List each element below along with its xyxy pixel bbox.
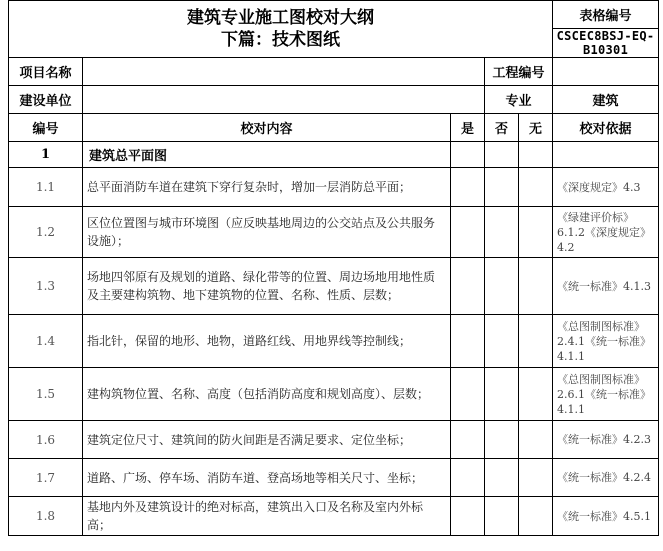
section-none-cell[interactable] <box>519 142 553 168</box>
row-content: 总平面消防车道在建筑下穿行复杂时，增加一层消防总平面； <box>83 168 451 207</box>
check-none-cell[interactable] <box>519 368 553 421</box>
row-basis: 《总图制图标准》2.6.1《统一标准》4.1.1 <box>553 368 659 421</box>
row-number: 1.2 <box>9 207 83 258</box>
table-row <box>9 315 659 368</box>
form-number-code: CSCEC8BSJ-EQ-B10301 <box>553 29 659 58</box>
section-no-cell[interactable] <box>485 142 519 168</box>
col-header-number: 编号 <box>9 114 83 142</box>
row-number: 1.7 <box>9 459 83 497</box>
row-content: 道路、广场、停车场、消防车道、登高场地等相关尺寸、坐标； <box>83 459 451 497</box>
row-content: 指北针，保留的地形、地物，道路红线、用地界线等控制线； <box>83 315 451 368</box>
checklist-sheet <box>8 0 658 551</box>
discipline-label: 专业 <box>485 86 553 114</box>
form-number-label: 表格编号 <box>553 1 659 29</box>
col-header-none: 无 <box>519 114 553 142</box>
section-basis-cell <box>553 142 659 168</box>
section-title: 建筑总平面图 <box>83 142 451 168</box>
check-none-cell[interactable] <box>519 421 553 459</box>
check-yes-cell[interactable] <box>451 497 485 536</box>
check-no-cell[interactable] <box>485 258 519 315</box>
table-row <box>9 168 659 207</box>
section-row <box>9 142 659 168</box>
check-yes-cell[interactable] <box>451 315 485 368</box>
table-row <box>9 421 659 459</box>
row-number: 1.3 <box>9 258 83 315</box>
row-content: 场地四邻原有及规划的道路、绿化带等的位置、周边场地用地性质及主要建构筑物、地下建筑物的位置、名称、性质、层数； <box>83 258 451 315</box>
project-number-label: 工程编号 <box>485 58 553 86</box>
row-number: 1.6 <box>9 421 83 459</box>
row-basis: 《统一标准》4.2.3 <box>553 421 659 459</box>
check-no-cell[interactable] <box>485 168 519 207</box>
title-row-1 <box>9 1 659 29</box>
table-row <box>9 368 659 421</box>
check-no-cell[interactable] <box>485 368 519 421</box>
builder-info-row <box>9 86 659 114</box>
project-name-value[interactable] <box>83 58 485 86</box>
section-yes-cell[interactable] <box>451 142 485 168</box>
project-name-label: 项目名称 <box>9 58 83 86</box>
row-basis: 《总图制图标准》2.4.1《统一标准》4.1.1 <box>553 315 659 368</box>
check-no-cell[interactable] <box>485 421 519 459</box>
check-yes-cell[interactable] <box>451 258 485 315</box>
col-header-basis: 校对依据 <box>553 114 659 142</box>
table-row <box>9 258 659 315</box>
project-number-value[interactable] <box>553 58 659 86</box>
table-row <box>9 497 659 536</box>
row-basis: 《统一标准》4.5.1 <box>553 497 659 536</box>
check-no-cell[interactable] <box>485 497 519 536</box>
check-yes-cell[interactable] <box>451 421 485 459</box>
document-title <box>9 1 553 58</box>
title-line-1: 建筑专业施工图校对大纲 <box>187 8 375 28</box>
check-yes-cell[interactable] <box>451 368 485 421</box>
col-header-yes: 是 <box>451 114 485 142</box>
check-none-cell[interactable] <box>519 497 553 536</box>
builder-value[interactable] <box>83 86 485 114</box>
section-number: 1 <box>9 142 83 168</box>
row-content: 建筑定位尺寸、建筑间的防火间距是否满足要求、定位坐标； <box>83 421 451 459</box>
row-number: 1.5 <box>9 368 83 421</box>
row-number: 1.4 <box>9 315 83 368</box>
title-line-2: 下篇：技术图纸 <box>221 30 341 50</box>
project-info-row <box>9 58 659 86</box>
column-header-row <box>9 114 659 142</box>
row-basis: 《绿建评价标》6.1.2《深度规定》4.2 <box>553 207 659 258</box>
col-header-no: 否 <box>485 114 519 142</box>
col-header-content: 校对内容 <box>83 114 451 142</box>
checklist-table <box>8 0 659 536</box>
check-none-cell[interactable] <box>519 207 553 258</box>
check-yes-cell[interactable] <box>451 459 485 497</box>
check-none-cell[interactable] <box>519 168 553 207</box>
check-no-cell[interactable] <box>485 315 519 368</box>
row-basis: 《统一标准》4.2.4 <box>553 459 659 497</box>
row-basis: 《统一标准》4.1.3 <box>553 258 659 315</box>
row-content: 区位位置图与城市环境图（应反映基地周边的公交站点及公共服务设施）； <box>83 207 451 258</box>
row-number: 1.1 <box>9 168 83 207</box>
row-basis: 《深度规定》4.3 <box>553 168 659 207</box>
row-content: 基地内外及建筑设计的绝对标高，建筑出入口及名称及室内外标高； <box>83 497 451 536</box>
check-yes-cell[interactable] <box>451 168 485 207</box>
check-no-cell[interactable] <box>485 459 519 497</box>
check-no-cell[interactable] <box>485 207 519 258</box>
check-none-cell[interactable] <box>519 459 553 497</box>
check-yes-cell[interactable] <box>451 207 485 258</box>
table-row <box>9 459 659 497</box>
row-content: 建构筑物位置、名称、高度（包括消防高度和规划高度）、层数； <box>83 368 451 421</box>
builder-label: 建设单位 <box>9 86 83 114</box>
table-row <box>9 207 659 258</box>
check-none-cell[interactable] <box>519 258 553 315</box>
discipline-value: 建筑 <box>553 86 659 114</box>
row-number: 1.8 <box>9 497 83 536</box>
check-none-cell[interactable] <box>519 315 553 368</box>
